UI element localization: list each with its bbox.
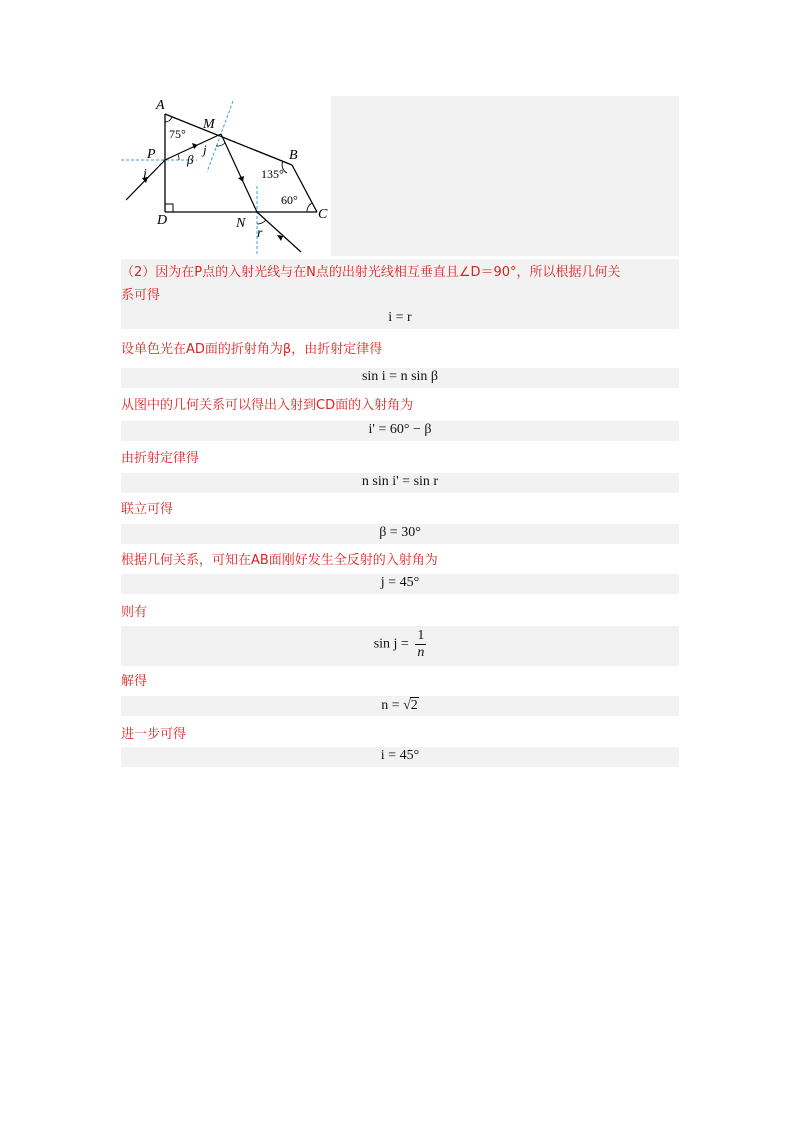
eq-j: j = 45° xyxy=(380,575,420,590)
label-angle-B: 135° xyxy=(261,167,284,181)
label-r: r xyxy=(257,226,263,241)
figure-shade xyxy=(331,96,679,256)
arc-beta xyxy=(178,154,179,160)
solve-text: 解得 xyxy=(121,674,148,689)
label-M: M xyxy=(203,117,215,132)
arrow-exit xyxy=(277,235,283,241)
then-text: 则有 xyxy=(121,605,148,620)
label-B: B xyxy=(289,148,298,163)
further-text: 进一步可得 xyxy=(121,727,187,742)
label-j: j xyxy=(203,142,207,157)
total-reflection-text: 根据几何关系，可知在AB面刚好发生全反射的入射角为 xyxy=(121,553,438,568)
refraction-AD-text: 设单色光在AD面的折射角为β，由折射定律得 xyxy=(121,342,383,357)
right-angle-D xyxy=(165,204,173,212)
eq-n-lhs: n = xyxy=(381,698,400,713)
p2-line1: （2）因为在P点的入射光线与在N点的出射光线相互垂直且∠D＝90°，所以根据几何关 xyxy=(121,265,621,280)
label-beta: β xyxy=(187,152,194,167)
eq-sinj-numerator: 1 xyxy=(417,628,425,643)
eq-snell2: n sin i' = sin r xyxy=(361,474,439,489)
eq-i-eq-r: i = r xyxy=(388,310,412,325)
arc-r xyxy=(257,220,266,224)
combine-text: 联立可得 xyxy=(121,502,174,517)
eq-snell1: sin i = n sin β xyxy=(361,369,439,384)
eq-sinj-fraction xyxy=(415,628,426,661)
label-i: i xyxy=(143,167,147,182)
label-angle-C: 60° xyxy=(281,193,298,207)
eq-n xyxy=(121,697,679,714)
eq-beta: β = 30° xyxy=(379,525,421,540)
eq-sinj-lhs: sin j = xyxy=(373,636,409,652)
eq-sinj-denominator: n xyxy=(417,645,425,660)
label-C: C xyxy=(318,207,328,222)
eq-n-radicand: 2 xyxy=(410,698,418,713)
geom-CD-text: 从图中的几何关系可以得出入射到CD面的入射角为 xyxy=(121,398,414,413)
arrow-PM xyxy=(192,143,198,149)
eq-i45: i = 45° xyxy=(380,748,420,763)
sqrt-sign: √ xyxy=(403,698,411,713)
label-A: A xyxy=(156,98,165,113)
normal-at-M xyxy=(207,101,233,172)
label-D: D xyxy=(157,213,168,228)
refraction-law-text: 由折射定律得 xyxy=(121,451,200,466)
label-P: P xyxy=(147,147,156,162)
angle-arc-C xyxy=(307,203,312,212)
eq-sinj xyxy=(121,628,679,661)
p2-line2: 系可得 xyxy=(121,288,161,303)
label-N: N xyxy=(236,216,246,231)
ray-MN xyxy=(221,134,257,212)
exit-ray xyxy=(257,212,301,252)
eq-i-prime: i' = 60° − β xyxy=(368,422,432,437)
angle-arc-A xyxy=(165,117,172,122)
prism-figure xyxy=(121,96,331,256)
label-angle-A: 75° xyxy=(169,127,186,141)
prism-diagram xyxy=(121,96,331,256)
